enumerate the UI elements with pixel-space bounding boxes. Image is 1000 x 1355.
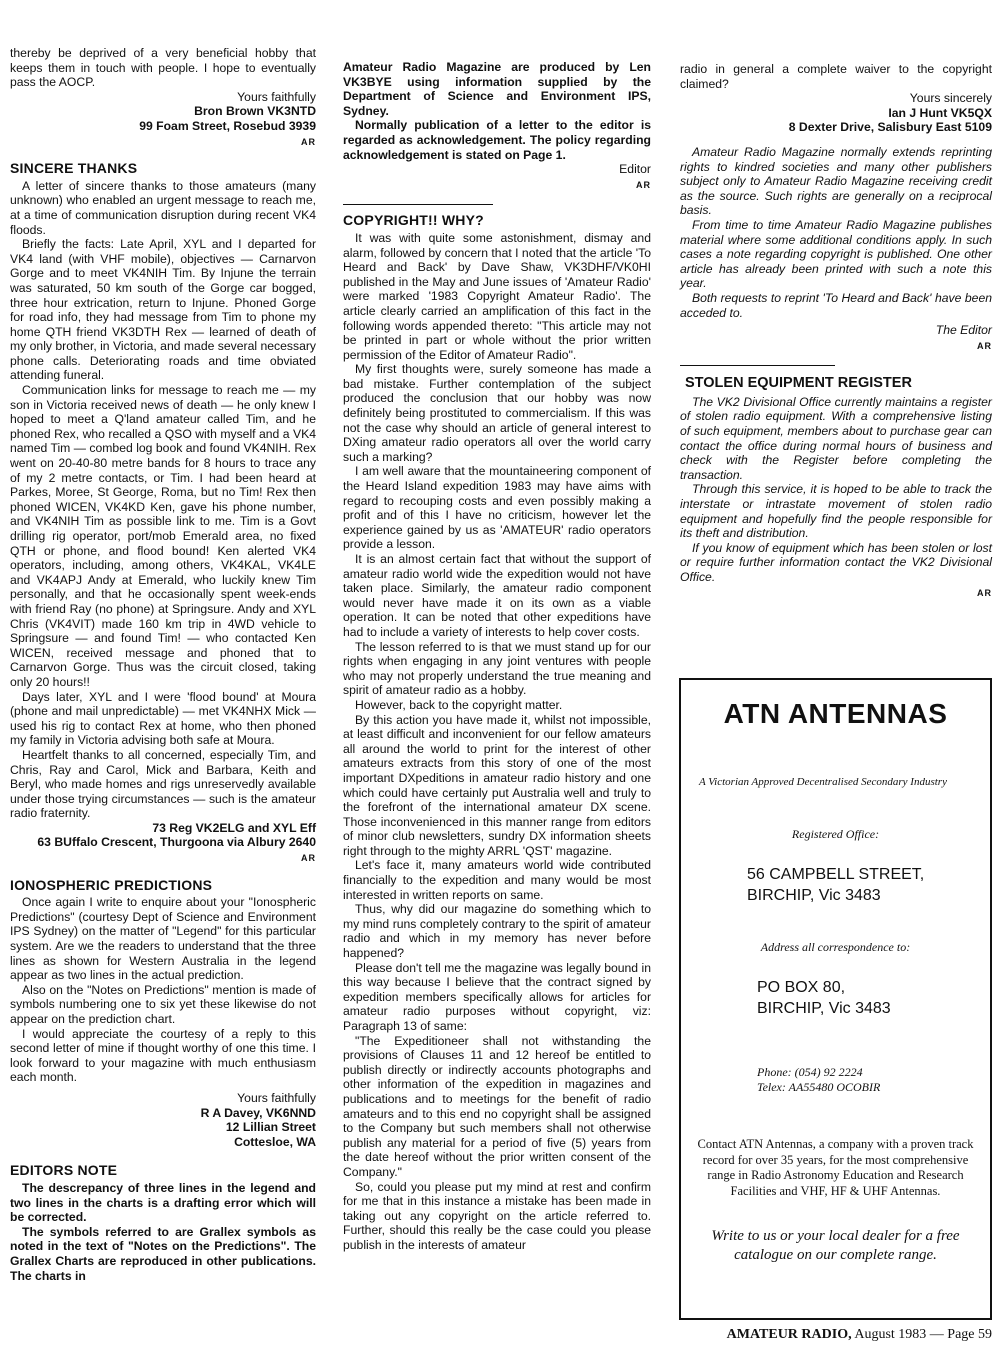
paragraph: I am well aware that the mountaineering component of the Heard Island expedition 1983 may have aims with regard to recouping costs and even possibly making a profit and of this I have no criticism, however let the experience gained by us as 'AMATEUR' radio operators provide a lesson. — [343, 464, 651, 552]
paragraph: Please don't tell me the magazine was legally bound in this way because I believe that the contract signed by expedition members specifically allows for articles for amateur radio purposes without copyright, viz: Paragraph 13 of same: — [343, 960, 651, 1033]
ad-contact-numbers — [757, 1065, 990, 1095]
signature-block — [10, 1091, 316, 1149]
paragraph: Normally publication of a letter to the editor is regarded as acknowledgement. The policy regarding acknowledgement is stated on Page 1. — [343, 118, 651, 162]
paragraph: The VK2 Divisional Office currently maintains a register of stolen radio equipment. With a comprehensive listing of such equipment, members about to purchase gear can contact the office during normal hours of business and check with the Register before completing the transaction. — [680, 394, 992, 482]
ar-mark: AR — [977, 587, 992, 598]
section-heading-ionospheric: IONOSPHERIC PREDICTIONS — [10, 876, 213, 893]
paragraph: Briefly the facts: Late April, XYL and I departed for VK4 land (with VHF mobile), objectives — Carnarvon Gorge and to meet VK4NIH Tim. By Injune the terrain was saturated, 50 km south of the Gorge car bogged, three hour extrication, return to Injune. Phoned Gorge for road info, they had message from Tim to phone my home QTH friend VK3DTH Rex — learned of death of my only brother, in Victoria, and made several necessary phone calls. Deteriorating roads and time obviated attending funeral. — [10, 237, 316, 383]
paragraph: Thus, why did our magazine do something which to my mind runs completely contrary to the spirit of amateur radio and which in my memory has never before happened? — [343, 902, 651, 961]
column-2 — [343, 60, 651, 1253]
paragraph: radio in general a complete waiver to the copyright claimed? — [680, 62, 992, 91]
section-heading-editors-note: EDITORS NOTE — [10, 1162, 118, 1179]
paragraph: The descrepancy of three lines in the legend and two lines in the charts is a drafting error which will be corrected. — [10, 1180, 316, 1225]
section-heading-copyright: COPYRIGHT!! WHY? — [343, 212, 484, 229]
paragraph: Let's face it, many amateurs world wide contributed financially to the expedition and many would be most interested in written reports on same. — [343, 858, 651, 902]
signature-closing: Yours sincerely — [909, 91, 992, 106]
paragraph: It is an almost certain fact that without the support of amateur radio world wide the expedition would not have taken place. Similarly, the amateur radio component would never have made it on its own as a viable operation. It can be noted that other expeditions have had to include a variety of interests to help cover costs. — [343, 552, 651, 639]
atn-antennas-advertisement — [679, 678, 992, 1320]
editor-signature: Editor — [619, 162, 651, 177]
paragraph: However, back to the copyright matter. — [355, 697, 563, 712]
ad-tagline: A Victorian Approved Decentralised Secondary Industry — [699, 776, 947, 788]
paragraph: A letter of sincere thanks to those amateurs (many unknown) who enabled an urgent message to reach me, at a time of communication disruption during recent VK4 floods. — [10, 178, 316, 237]
signature-town: Cottesloe, WA — [234, 1134, 316, 1149]
ad-postal-address — [757, 977, 990, 1019]
page-footer — [0, 1327, 992, 1343]
paragraph: If you know of equipment which has been stolen or lost or require further information contact the VK2 Divisional Office. — [680, 540, 992, 584]
paragraph: Through this service, it is hoped to be able to track the interstate or intrastate movement of stolen radio equipment and hopefully find the people responsible for its theft and distribution. — [680, 482, 992, 541]
ad-street-address — [747, 864, 990, 906]
signature-closing: Yours faithfully — [237, 1090, 316, 1105]
footer-date-page: August 1983 — Page 59 — [854, 1327, 992, 1342]
ad-telex: Telex: AA55480 OCOBIR — [757, 1080, 881, 1094]
section-divider — [680, 365, 835, 366]
section-heading-sincere-thanks: SINCERE THANKS — [10, 160, 138, 177]
ad-pobox: PO BOX 80, — [757, 979, 846, 996]
signature-address: 63 BUffalo Crescent, Thurgoona via Albury 2640 — [37, 835, 316, 850]
ad-body-text: Contact ATN Antennas, a company with a proven track record for over 35 years, for the most comprehensive range in Radio Astronomy Education and Research Facilities and VHF, HF & UHF Antennas. — [697, 1137, 974, 1198]
copyright-article-body — [343, 231, 651, 1253]
signature-name: Bron Brown VK3NTD — [194, 104, 316, 119]
ad-pobox-town: BIRCHIP, Vic 3483 — [757, 1000, 891, 1017]
paragraph: By this action you have made it, whilst not impossible, at least difficult and inconvenient for our fellow amateurs all around the world to print for the interest of other amateurs extracts from this story of one of the most important DXpeditions in amateur radio history and one which could have certainly put Australia well and truly to the forefront of the international amateur DX scene. Those inconvenienced in this manner range from editors of minor club newsletters, sundry DX information sheets right through to the mighty ARRL 'QST' magazine. — [343, 712, 651, 858]
signature-block — [10, 821, 316, 850]
ar-mark: AR — [301, 853, 316, 864]
ad-call-to-action: Write to us or your local dealer for a free catalogue on our complete range. — [711, 1228, 960, 1263]
signature-address: 8 Dexter Drive, Salisbury East 5109 — [788, 120, 992, 135]
paragraph: Once again I write to enquire about your "Ionospheric Predictions" (courtesy Dept of Science and Environment IPS Sydney) on the matter of "Legend" for this particular system. Are we the readers to understand that the three lines as shown for Western Australia in the legend appear as two lines in the actual prediction. — [10, 895, 316, 983]
signature-name: R A Davey, VK6NND — [200, 1105, 316, 1120]
ad-registered-office-label: Registered Office: — [791, 827, 880, 841]
ad-phone: Phone: (054) 92 2224 — [757, 1065, 863, 1079]
paragraph: Amateur Radio Magazine are produced by Len VK3BYE using information supplied by the Department of Science and Environment IPS, Sydney. — [343, 60, 651, 118]
paragraph: It was with quite some astonishment, dismay and alarm, followed by concern that I noted that the article 'To Heard and Back' by Dave Shaw, VK3DHF/VK0HI published in the May and June issues of 'Amateur Radio' were marked '1983 Copyright Amateur Radio'. The article clearly carried an amplification of this fact in the following words appended thereto: "This article may not be printed in part or whole without the prior written permission of the Editor of Amateur Radio". — [343, 230, 651, 362]
footer-magazine-name: AMATEUR RADIO, — [726, 1327, 852, 1342]
signature-address: 99 Foam Street, Rosebud 3939 — [139, 118, 316, 133]
signature-block — [10, 90, 316, 134]
paragraph: The symbols referred to are Grallex symbols as noted in the text of "Notes on the Predictions". The Grallex Charts are reproduced in other publications. The charts in — [10, 1224, 316, 1283]
section-heading-stolen-equipment: STOLEN EQUIPMENT REGISTER — [685, 375, 912, 392]
editor-reply: From time to time Amateur Radio Magazine publishes material where some additional conditions apply. In such cases a note regarding copyright is published. One other article has already been printed with such a note this year. — [680, 217, 992, 291]
editor-signature: The Editor — [935, 323, 992, 338]
column-1 — [10, 46, 316, 1283]
paragraph: My first thoughts were, surely someone has made a bad mistake. Further contemplation of the subject produced the conclusion that our hobby was now definitely being prostituted to commercialism. If this was not the case why should an article of general interest to DXing amateur radio operators all over the world carry such a marking? — [343, 362, 651, 464]
paragraph: I would appreciate the courtesy of a reply to this second letter of mine if thought worthy of one this time. I look forward to your magazine with much enthusiasm each month. — [10, 1026, 316, 1085]
ar-mark: AR — [977, 340, 992, 351]
letter-closing-text: thereby be deprived of a very beneficial hobby that keeps them in touch with people. I hope to eventually pass the AOCP. — [10, 46, 316, 90]
signature-name: 73 Reg VK2ELG and XYL Eff — [152, 820, 316, 835]
paragraph: Heartfelt thanks to all concerned, especially Tim, and Chris, Ray and Carol, Mick and Barbara, Keith and Beryl, who made homes and rigs unreservedly available under those trying circumstances — such is the amateur radio fraternity. — [10, 747, 316, 821]
paragraph: So, could you please put my mind at rest and confirm for me that in this instance a mistake has been made in taking out any copyright on the article referred to. Further, should this really be the case could you please publish in the interests of amateur — [343, 1179, 651, 1252]
paragraph: Communication links for message to reach me — my son in Victoria received news of death — he only knew I hoped to meet a Q'land amateur called Tim, and he phoned Rex, who recalled a QSO with myself and a VK4 named Tim — combed log book and found VK4NIH. Rex went on 20-40-80 metre bands for 8 hours to trace any of my 2 metre contacts, or Tim. I had been heard at Parkes, Moree, St George, Roma, but no Tim! Rex then phoned WICEN, VK4KD Ken, gave his phone number, and VK4NIH Tim as possible link to me. Tim is a Govt drilling rig operator, port/mob Emerald area, no fixed QTH or phone, and flood bound! Ken alerted VK4 operators, including, among others, VK4KAL, VK4LE and VK4APJ Andy at Emerald, who luckily knew Tim personally, and that he occasionally spent week-ends with friend Ray (no phone) at Springsure. Andy and XYL Chris (VK4VIT) made 160 km trip in 4WD vehicle to Springsure — and found Tim! — who contacted Ken WICEN, received message and phoned that to Carnarvon Gorge. Thus was the circuit closed, taking only 20 hours!! — [10, 383, 316, 689]
editor-reply: Both requests to reprint 'To Heard and Back' have been acceded to. — [680, 290, 992, 320]
paragraph: Days later, XYL and I were 'flood bound' at Moura (phone and mail unpredictable) — met VK4NHX Mick — used his rig to contact Rex at home, who then phoned my family in Victoria advising both safe at Moura. — [10, 689, 316, 748]
ar-mark: AR — [636, 179, 651, 190]
ad-street: 56 CAMPBELL STREET, — [747, 866, 925, 883]
ad-correspondence-label: Address all correspondence to: — [760, 940, 911, 954]
column-3 — [680, 62, 992, 600]
ad-title: ATN ANTENNAS — [723, 698, 948, 729]
signature-closing: Yours faithfully — [237, 89, 316, 104]
section-divider — [343, 204, 493, 205]
signature-street: 12 Lillian Street — [225, 1120, 316, 1135]
paragraph: Also on the "Notes on Predictions" mention is made of symbols numbering one to six yet these likewise do not appear on the prediction chart. — [10, 982, 316, 1026]
ar-mark: AR — [301, 136, 316, 147]
signature-name: Ian J Hunt VK5QX — [888, 105, 992, 120]
paragraph: "The Expeditioneer shall not withstanding the provisions of Clauses 11 and 12 hereof be entitled to publish directly or indirectly accounts photographs and other information of the expedition in magazines and publications and to meetings for the benefit of radio amateurs and to this end no copyright shall be assigned to the Company but such members shall not otherwise publish any material for a period of five (5) years from the date hereof without the prior written consent of the Company." — [343, 1033, 651, 1179]
ad-town: BIRCHIP, Vic 3483 — [747, 887, 881, 904]
signature-block — [680, 91, 992, 135]
editor-reply: Amateur Radio Magazine normally extends reprinting rights to kindred societies and many other publishers subject only to Amateur Radio Magazine receiving credit as the source. Such rights are generally on a reciprocal basis. — [680, 144, 992, 218]
paragraph: The lesson referred to is that we must stand up for our rights when engaging in any joint ventures with people who may not properly understand the true meaning and spirit of amateur radio as a hobby. — [343, 639, 651, 698]
